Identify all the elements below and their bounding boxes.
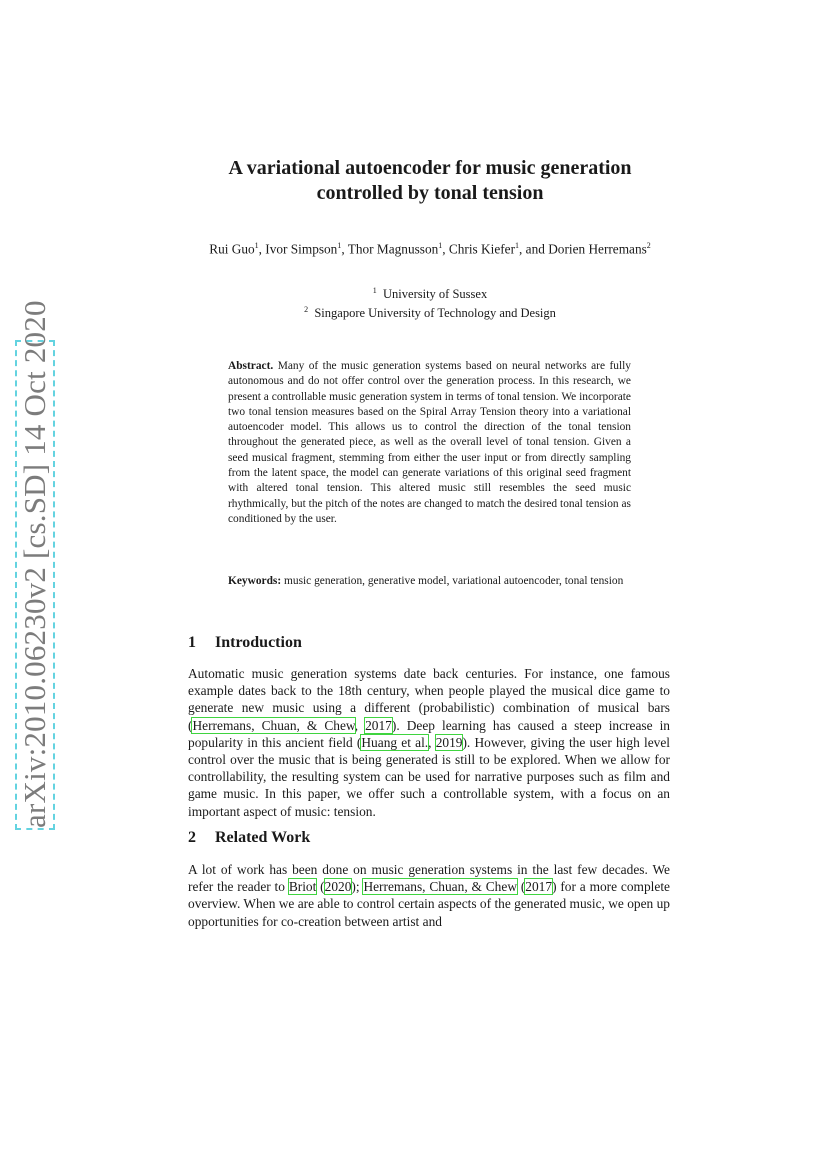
citation-link[interactable]: 2020 — [324, 879, 352, 895]
section-heading-related-work — [188, 828, 310, 848]
affiliation-mark: 2 — [304, 305, 309, 315]
keywords — [228, 573, 638, 589]
author-affil-mark: 1 — [254, 241, 259, 250]
paragraph-text: ). Deep learning has caused a steep increase in popularity in this ancient field ( — [188, 717, 670, 750]
citation-separator: ( — [316, 879, 325, 895]
citation-separator: , — [428, 734, 436, 750]
citation-link[interactable]: Herremans, Chuan, & Chew — [363, 879, 517, 895]
keywords-label: Keywords: — [228, 575, 282, 587]
author-name: Thor Magnusson — [347, 241, 439, 257]
affiliations — [188, 283, 672, 321]
author-name: Chris Kiefer — [448, 241, 516, 257]
paragraph-text: Automatic music generation systems date back centuries. For instance, one famous example dates back to the 18th century, when people played the musical dice game to generate new music using a different (probabilistic) combination of musical bars ( — [188, 666, 670, 733]
paragraph-text: A lot of work has been done on music generation systems in the last few decades. We refer the reader to — [188, 862, 670, 895]
section-heading-introduction — [188, 633, 302, 653]
arxiv-identifier[interactable]: arXiv:2010.06230v2 [cs.SD] 14 Oct 2020 — [15, 340, 55, 830]
affiliation-name: Singapore University of Technology and Design — [314, 306, 556, 321]
affiliation-item — [188, 302, 672, 321]
title-line-2: controlled by tonal tension — [316, 182, 544, 204]
introduction-paragraph — [188, 665, 670, 820]
abstract-label: Abstract. — [228, 360, 274, 372]
citation-separator: , — [354, 717, 366, 733]
paper-title — [150, 156, 710, 206]
abstract — [228, 359, 631, 527]
author-affil-mark: 1 — [337, 241, 342, 250]
citation-separator: ); — [351, 879, 364, 895]
title-line-1: A variational autoencoder for music generation — [228, 157, 632, 179]
affiliation-item — [188, 283, 672, 302]
citation-separator: ( — [516, 879, 526, 895]
author-affil-mark: 2 — [646, 241, 651, 250]
affiliation-name: University of Sussex — [383, 287, 488, 302]
section-number: 2 — [188, 829, 196, 846]
arxiv-side-stamp — [14, 300, 56, 830]
paragraph-text: ) for a more complete overview. When we are able to control certain aspects of the generated music, we open up opportunities for co-creation between artist and — [188, 879, 670, 929]
abstract-text: Many of the music generation systems based on neural networks are fully autonomous and do not offer control over the generation process. In this research, we present a controllable music generation system in terms of tonal tension. We incorporate two tonal tension measures based on the Spiral Array Tension theory into a variational autoencoder model. This allows us to control the direction of the tonal tension throughout the generated piece, as well as the overall level of tonal tension. Given a seed musical fragment, stemming from either the user input or from directly sampling from the latent space, the model can generate variations of this original seed fragment with altered tonal tension. This altered music still resembles the seed music rhythmically, but the pitch of the notes are changed to match the desired tonal tension as conditioned by the user. — [228, 360, 631, 525]
author-name: and Dorien Herremans — [525, 241, 647, 257]
author-affil-mark: 1 — [515, 241, 520, 250]
section-number: 1 — [188, 634, 196, 651]
paragraph-text: ). However, giving the user high level control over the music that is being generated is still to be explored. When we allow for controllability, the resulting system can be used for narrative purposes such as film and game music. In this paper, we offer such a controllable system, with a focus on an important aspect of music: tension. — [188, 734, 670, 819]
author-list: Rui Guo$^1$, Ivor Simpson$^1$, Thor Magnusson$^1$, Chris Kiefer$^1$, and Dorien Herremans$^2$ — [209, 241, 651, 257]
citation-link[interactable]: 2019 — [435, 734, 463, 750]
citation-link[interactable]: Herremans, Chuan, & Chew — [192, 717, 355, 733]
author-name: Rui Guo — [209, 241, 255, 257]
section-title: Related Work — [215, 829, 311, 846]
citation-link[interactable]: 2017 — [365, 717, 392, 733]
author-name: Ivor Simpson — [265, 241, 338, 257]
section-title: Introduction — [215, 634, 302, 651]
citation-link[interactable]: 2017 — [525, 879, 553, 895]
citation-link[interactable]: Briot — [288, 879, 317, 895]
keywords-text: music generation, generative model, variational autoencoder, tonal tension — [284, 575, 624, 587]
author-affil-mark: 1 — [438, 241, 443, 250]
related-work-paragraph — [188, 861, 670, 930]
citation-link[interactable]: Huang et al. — [361, 734, 429, 750]
affiliation-mark: 1 — [372, 286, 377, 295]
